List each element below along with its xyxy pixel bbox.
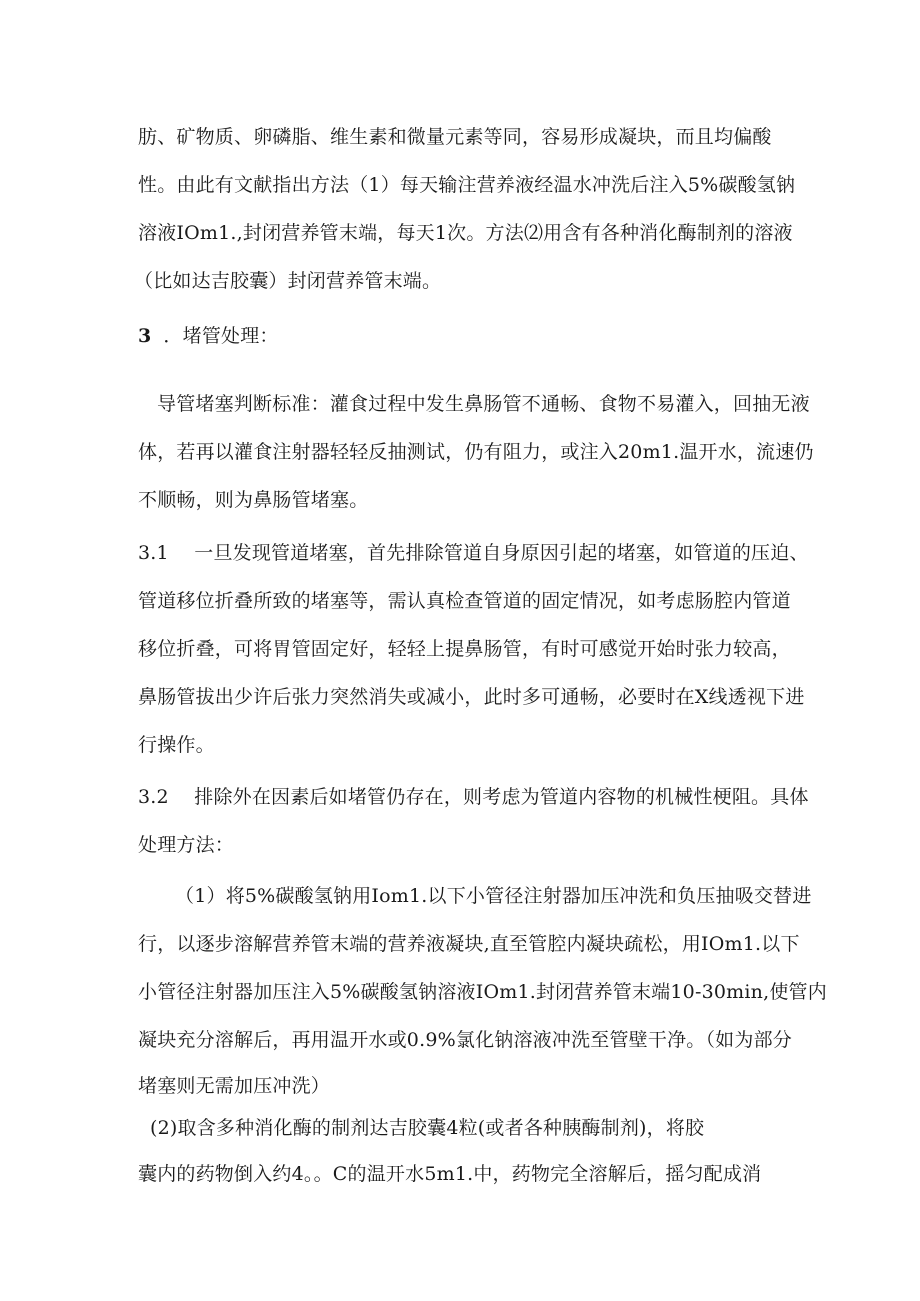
text-line: 溶液IOm1.,封闭营养管末端，每天1次。方法⑵用含有各种消化酶制剂的溶液 bbox=[138, 222, 793, 244]
section-number: 3 bbox=[138, 325, 152, 347]
text-line: 管道移位折叠所致的堵塞等，需认真检查管道的固定情况，如考虑肠腔内管道 bbox=[138, 590, 791, 612]
section-title: ．堵管处理： bbox=[163, 325, 279, 347]
text-line: 3.2 排除外在因素后如堵管仍存在，则考虑为管道内容物的机械性梗阻。具体 bbox=[138, 786, 809, 808]
text-line: 不顺畅，则为鼻肠管堵塞。 bbox=[138, 489, 369, 511]
text-line: (2)取含多种消化酶的制剂达吉胶囊4粒(或者各种胰酶制剂)，将胶 bbox=[150, 1117, 705, 1139]
text-line: 处理方法： bbox=[138, 834, 235, 856]
text-line: 体，若再以灌食注射器轻轻反抽测试，仍有阻力，或注入20m1.温开水，流速仍 bbox=[138, 441, 814, 463]
text-line: 凝块充分溶解后，再用温开水或0.9%氯化钠溶液冲洗至管壁干净。（如为部分 bbox=[138, 1029, 792, 1051]
text-line: 性。由此有文献指出方法（1）每天输注营养液经温水冲洗后注入5%碳酸氢钠 bbox=[138, 174, 796, 196]
text-line: 堵塞则无需加压冲洗） bbox=[138, 1075, 331, 1097]
text-line: 肪、矿物质、卵磷脂、维生素和微量元素等同，容易形成凝块，而且均偏酸 bbox=[138, 126, 772, 148]
text-line: （1）将5%碳酸氢钠用Iom1.以下小管径注射器加压冲洗和负压抽吸交替进 bbox=[175, 885, 812, 907]
text-line: 行操作。 bbox=[138, 734, 215, 756]
text-line: 囊内的药物倒入约4。。C的温开水5m1.中，药物完全溶解后，摇匀配成消 bbox=[138, 1163, 762, 1185]
text-line: 鼻肠管拔出少许后张力突然消失或减小，此时多可通畅，必要时在X线透视下进 bbox=[138, 686, 805, 708]
text-line: 小管径注射器加压注入5%碳酸氢钠溶液IOm1.封闭营养管末端10-30min,使管内 bbox=[138, 981, 827, 1003]
text-line: 行，以逐步溶解营养管末端的营养液凝块,直至管腔内凝块疏松，用IOm1.以下 bbox=[138, 933, 800, 955]
text-line: （比如达吉胶囊）封闭营养管末端。 bbox=[134, 270, 442, 292]
section-heading bbox=[138, 324, 279, 348]
text-line: 3.1 一旦发现管道堵塞，首先排除管道自身原因引起的堵塞，如管道的压迫、 bbox=[138, 542, 809, 564]
text-line: 导管堵塞判断标准：灌食过程中发生鼻肠管不通畅、食物不易灌入，回抽无液 bbox=[157, 393, 810, 415]
text-line: 移位折叠，可将胃管固定好，轻轻上提鼻肠管，有时可感觉开始时张力较高， bbox=[138, 638, 791, 660]
